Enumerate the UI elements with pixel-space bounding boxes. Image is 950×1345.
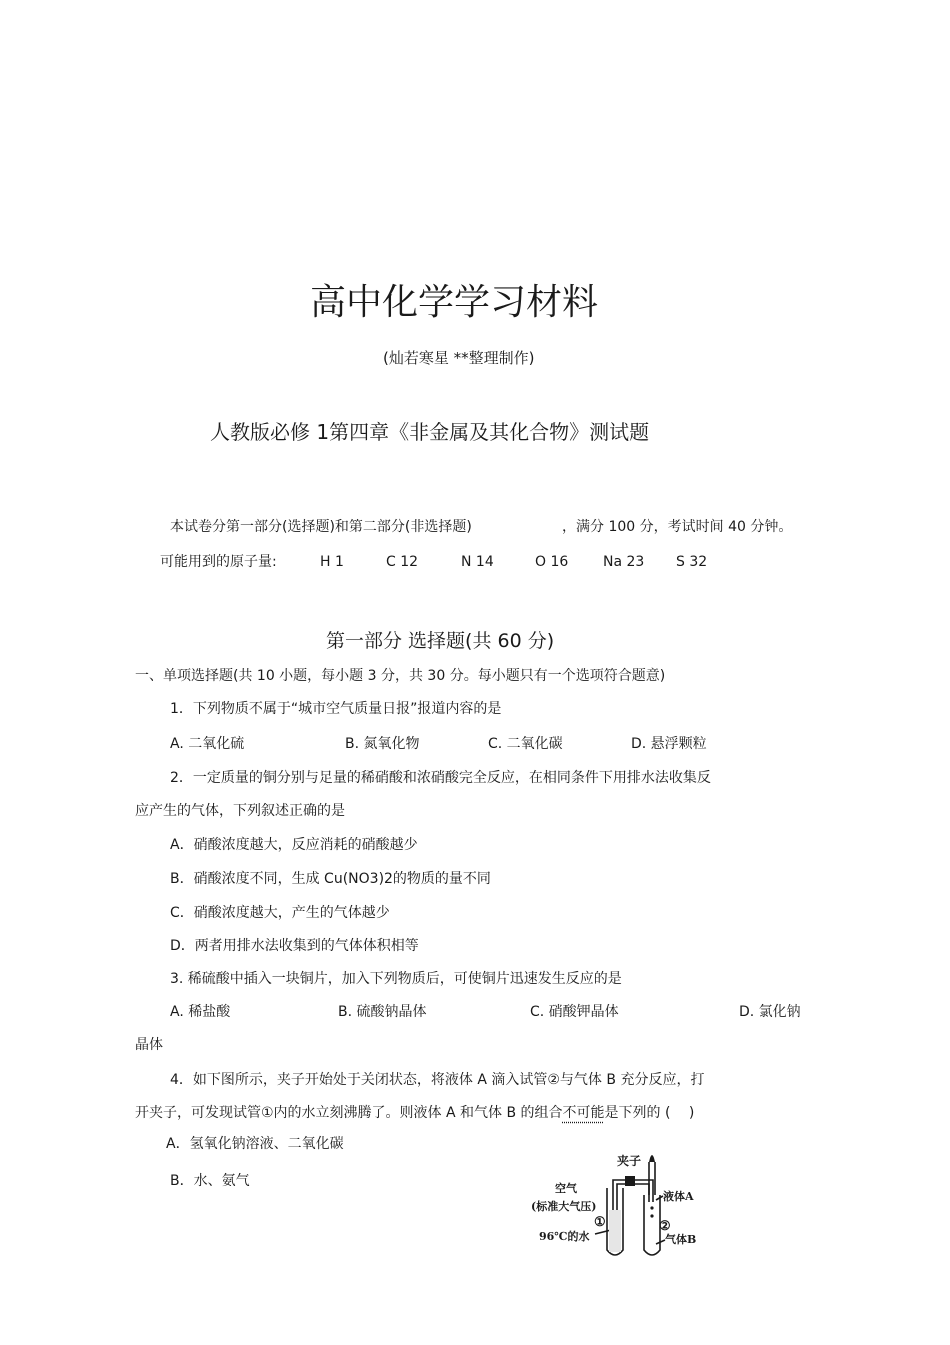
atomic-mass-c: C 12 — [386, 554, 419, 570]
question-4-stem-part-a: 开夹子，可发现试管①内的水立刻沸腾了。则液体 A 和气体 B 的组合 — [135, 1105, 563, 1121]
figure-label-liquid-a: 液体A — [663, 1190, 694, 1203]
atomic-mass-s: S 32 — [676, 554, 708, 570]
apparatus-figure — [525, 1150, 715, 1265]
question-2-stem-line-2: 应产生的气体，下列叙述正确的是 — [135, 803, 345, 819]
question-4-option-a: A．氢氧化钠溶液、二氧化碳 — [166, 1136, 344, 1152]
question-1-option-c: C. 二氧化碳 — [488, 736, 563, 752]
question-2-stem-line-1: 2．一定质量的铜分别与足量的稀硝酸和浓硝酸完全反应，在相同条件下用排水法收集反 — [170, 770, 711, 786]
figure-label-tube-1: ① — [594, 1215, 606, 1230]
question-4-emphasis: 不可能 — [562, 1105, 605, 1121]
question-4-stem-line-1: 4．如下图所示，夹子开始处于关闭状态，将液体 A 滴入试管②与气体 B 充分反应，打 — [170, 1072, 705, 1088]
question-4-option-b: B．水、氨气 — [170, 1173, 250, 1189]
question-2-option-a: A．硝酸浓度越大，反应消耗的硝酸越少 — [170, 837, 418, 853]
figure-label-gas-b: 气体B — [665, 1233, 697, 1246]
atomic-mass-na: Na 23 — [603, 554, 645, 570]
question-3-option-c: C. 硝酸钾晶体 — [530, 1004, 619, 1020]
atomic-mass-h: H 1 — [320, 554, 344, 570]
question-3-option-d: D. 氯化钠 — [739, 1004, 801, 1020]
figure-label-air: 空气 — [555, 1182, 577, 1195]
dropper-bulb-icon — [649, 1155, 655, 1162]
question-2-option-b: B．硝酸浓度不同，生成 Cu(NO3)2的物质的量不同 — [170, 871, 491, 887]
question-3-stem: 3. 稀硫酸中插入一块铜片，加入下列物质后，可使铜片迅速发生反应的是 — [170, 971, 622, 987]
question-3-option-b: B. 硫酸钠晶体 — [338, 1004, 427, 1020]
intro-line-1b: ，满分 100 分，考试时间 40 分钟。 — [562, 519, 793, 535]
clamp-icon — [625, 1176, 635, 1186]
question-1-option-b: B. 氮氧化物 — [345, 736, 420, 752]
author-note: (灿若寒星 **整理制作) — [383, 349, 535, 367]
intro-line-1a: 本试卷分第一部分(选择题)和第二部分(非选择题) — [170, 519, 472, 535]
question-1-option-d: D. 悬浮颗粒 — [631, 736, 707, 752]
exam-subtitle: 人教版必修 1第四章《非金属及其化合物》测试题 — [210, 420, 650, 444]
figure-label-tube-2: ② — [659, 1219, 671, 1234]
atomic-mass-o: O 16 — [535, 554, 569, 570]
document-title: 高中化学学习材料 — [310, 282, 599, 323]
question-1-option-a: A. 二氧化硫 — [170, 736, 245, 752]
question-1-stem: 1．下列物质不属于“城市空气质量日报”报道内容的是 — [170, 701, 502, 717]
question-2-option-d: D．两者用排水法收集到的气体体积相等 — [170, 938, 419, 954]
atomic-mass-n: N 14 — [461, 554, 494, 570]
figure-label-clamp: 夹子 — [617, 1154, 642, 1168]
question-3-option-a: A. 稀盐酸 — [170, 1004, 231, 1020]
water-level — [609, 1210, 621, 1252]
question-4-stem-line-2 — [135, 1104, 694, 1122]
question-2-option-c: C．硝酸浓度越大，产生的气体越少 — [170, 905, 390, 921]
section-instructions: 一、单项选择题(共 10 小题，每小题 3 分，共 30 分。每小题只有一个选项符合题意) — [135, 668, 666, 684]
question-3-option-d-wrap: 晶体 — [135, 1037, 163, 1053]
question-4-stem-part-b: 是下列的 ( ) — [604, 1105, 695, 1121]
atomic-mass-label: 可能用到的原子量: — [160, 554, 277, 570]
figure-label-air-note: (标准大气压) — [531, 1200, 597, 1213]
figure-label-water: 96℃的水 — [539, 1230, 590, 1243]
part1-heading: 第一部分 选择题(共 60 分) — [326, 630, 555, 652]
